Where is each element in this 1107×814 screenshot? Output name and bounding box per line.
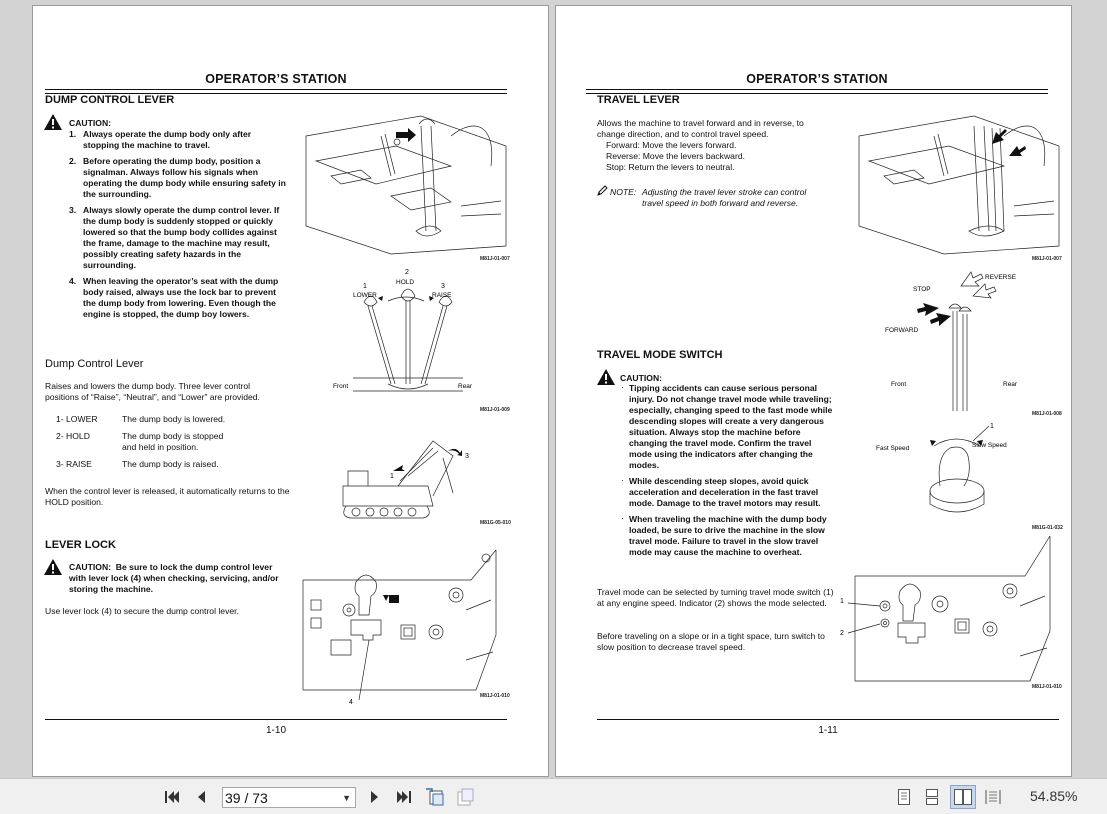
callout-1: 1	[990, 423, 994, 430]
travel-lever-directions-diagram	[881, 266, 1041, 416]
travel-mode-panel-illustration	[840, 531, 1055, 691]
reverse-label: REVERSE	[985, 274, 1017, 281]
footer-rule	[597, 719, 1059, 720]
dump-lever-positions-diagram	[333, 266, 483, 411]
extract-pages-icon	[424, 787, 446, 807]
callout-1: 1	[840, 598, 844, 605]
note-pencil-icon	[596, 184, 609, 197]
figure-code: M81J-01-008	[1032, 411, 1062, 417]
lower-number: 1	[363, 283, 367, 290]
hold-number: 2	[405, 269, 409, 276]
lower-label: LOWER	[353, 292, 377, 299]
subsection-title: Dump Control Lever	[45, 358, 144, 370]
zoom-level[interactable]: 54.85%	[1030, 788, 1078, 804]
lever-return-note: When the control lever is released, it automatically returns to the HOLD position.	[45, 486, 290, 507]
lock-caution: CAUTION: Be sure to lock the dump control lever with lever lock (4) when checking, servicing, and/or storing the machine.	[69, 562, 279, 594]
list-item: 2- HOLD The dump body is stopped and held in position.	[56, 431, 224, 452]
warning-icon	[43, 558, 63, 576]
chevron-down-icon: ▼	[342, 793, 351, 803]
two-page-icon	[953, 788, 973, 806]
section-title: LEVER LOCK	[45, 539, 116, 551]
travel-reverse: Reverse: Move the levers backward.	[606, 151, 745, 161]
lock-body: Use lever lock (4) to secure the dump control lever.	[45, 606, 239, 616]
figure-code: M81J-01-007	[1032, 256, 1062, 262]
page-number-select[interactable]	[222, 787, 356, 808]
dump-carrier-illustration	[338, 426, 478, 526]
two-page-continuous-view-button[interactable]	[982, 779, 1004, 814]
list-item: 1- LOWER The dump body is lowered.	[56, 414, 226, 424]
list-item: · While descending steep slopes, avoid quick acceleration and deceleration in the fast travel mode. Damage to the travel motors may result.	[621, 475, 821, 508]
slow-speed-label: Slow Speed	[972, 442, 1007, 449]
callout-3: 3	[465, 453, 469, 460]
list-item: 3. Always slowly operate the dump control lever. If the dump body is suddenly stopped or quickly lowered so that the bump body collides against the frame, damage to the machine may result, possibly creating safety hazards in the surrounding.	[69, 205, 280, 270]
next-page-button[interactable]	[364, 779, 386, 814]
last-page-icon	[395, 789, 413, 805]
rear-label: Rear	[458, 383, 473, 390]
two-page-continuous-icon	[983, 788, 1003, 806]
figure-code: M81G-05-010	[480, 520, 511, 526]
raise-number: 3	[441, 283, 445, 290]
caution-label: CAUTION:	[620, 373, 663, 383]
first-page-button[interactable]	[160, 779, 184, 814]
figure-code: M81J-01-010	[480, 693, 510, 699]
list-item: 4. When leaving the operator’s seat with the dump body raised, always use the lock bar to prevent the dump body from lowering. Even though the engine is stopped, the dump boy lowers.	[69, 276, 279, 319]
operator-station-illustration	[854, 106, 1064, 256]
continuous-view-button[interactable]	[921, 779, 943, 814]
continuous-page-icon	[925, 788, 939, 806]
note-text: Adjusting the travel lever stroke can control travel speed in both forward and reverse.	[642, 187, 807, 208]
first-page-icon	[163, 789, 181, 805]
next-page-icon	[369, 789, 381, 805]
travel-stop: Stop: Return the levers to neutral.	[606, 162, 735, 172]
previous-page-button[interactable]	[190, 779, 212, 814]
page-1-10	[33, 6, 548, 776]
hold-label: HOLD	[396, 279, 415, 286]
lever-lock-illustration	[301, 540, 501, 706]
fast-speed-label: Fast Speed	[876, 445, 910, 452]
insert-pages-button[interactable]	[452, 779, 478, 814]
rear-label: Rear	[1003, 381, 1018, 388]
caution-list	[69, 129, 287, 325]
section-title: TRAVEL LEVER	[597, 94, 680, 106]
stop-label: STOP	[913, 286, 931, 293]
warning-icon	[43, 113, 63, 131]
section-title: TRAVEL MODE SWITCH	[597, 349, 723, 361]
single-page-view-button[interactable]	[893, 779, 915, 814]
callout-1: 1	[390, 473, 394, 480]
viewer-toolbar	[0, 778, 1107, 814]
footer-rule	[45, 719, 507, 720]
page-header: OPERATOR’S STATION	[746, 72, 888, 86]
single-page-icon	[897, 788, 911, 806]
list-item: 2. Before operating the dump body, position a signalman. Always follow his signals when operating the dump body while ensuring safety in the surrounding.	[69, 156, 286, 199]
two-page-view-button[interactable]	[950, 785, 976, 809]
page-number: 1-11	[818, 725, 838, 736]
caution-bullet-list	[621, 383, 836, 563]
figure-code: M81J-01-009	[480, 407, 510, 413]
list-item: 1. Always operate the dump body only after stopping the machine to travel.	[69, 129, 252, 150]
operator-station-illustration	[301, 106, 511, 256]
last-page-button[interactable]	[392, 779, 416, 814]
extract-pages-button[interactable]	[422, 779, 448, 814]
travel-intro: Allows the machine to travel forward and in reverse, to change direction, and to control travel speed.	[597, 118, 804, 139]
page-header: OPERATOR’S STATION	[205, 72, 347, 86]
mode-body-1: Travel mode can be selected by turning travel mode switch (1) at any engine speed. Indicator (2) shows the mode selected.	[597, 587, 834, 608]
list-item: · When traveling the machine with the dump body loaded, be sure to drive the machine in the slow travel mode. Failure to travel in the slow travel mode may cause the machine to overheat.	[621, 513, 827, 557]
lever-intro: Raises and lowers the dump body. Three lever control positions of “Raise”, “Neutral”, and “Lower” are provided.	[45, 381, 260, 402]
previous-page-icon	[195, 789, 207, 805]
figure-code: M81J-01-007	[480, 256, 510, 262]
travel-mode-switch-illustration	[874, 416, 1034, 526]
raise-label: RAISE	[432, 292, 452, 299]
page-number: 1-10	[265, 725, 286, 736]
forward-label: FORWARD	[885, 327, 919, 334]
callout-2: 2	[840, 630, 844, 637]
mode-body-2: Before traveling on a slope or in a tight space, turn switch to slow position to decrease travel speed.	[597, 631, 825, 652]
note-label: NOTE:	[610, 187, 637, 197]
caution-label: CAUTION:	[69, 118, 112, 128]
section-title: DUMP CONTROL LEVER	[45, 94, 175, 106]
warning-icon	[596, 368, 616, 386]
travel-forward: Forward: Move the levers forward.	[606, 140, 737, 150]
figure-code: M81G-01-032	[1032, 525, 1063, 531]
figure-code: M81J-01-010	[1032, 684, 1062, 690]
list-item: 3- RAISE The dump body is raised.	[56, 459, 219, 469]
list-item: · Tipping accidents can cause serious personal injury. Do not change travel mode while traveling; especially, changing speed to the fast mode while descending slopes will create a very dangerous situation. Always stop the machine before changing the travel mode. Confirm the travel mode using the indicators after changing the modes.	[621, 382, 833, 470]
front-label: Front	[333, 383, 349, 390]
page-indicator: 39 / 73	[225, 790, 268, 806]
lever-position-list	[56, 414, 246, 476]
callout-4: 4	[349, 699, 353, 706]
insert-pages-icon	[454, 787, 476, 807]
front-label: Front	[891, 381, 907, 388]
page-1-11	[556, 6, 1071, 776]
